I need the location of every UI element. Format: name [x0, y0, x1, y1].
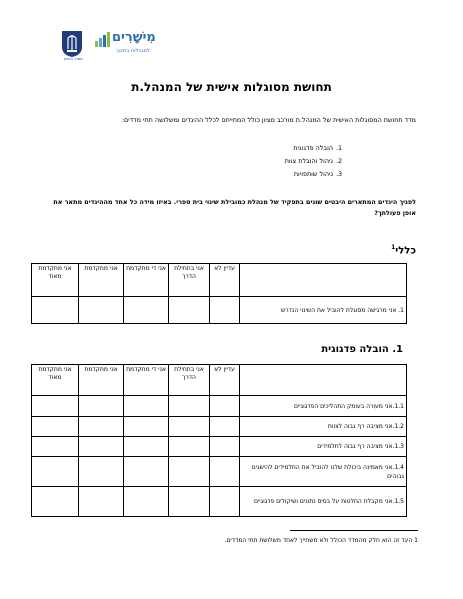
statement-cell: 1.2.אני מציבה רף גבוה לצוות	[240, 417, 407, 437]
scale-header: אני מתקדמת מאוד	[32, 365, 79, 396]
rating-cell[interactable]	[32, 297, 79, 324]
rating-cell[interactable]	[210, 417, 240, 437]
rating-cell[interactable]	[79, 297, 124, 324]
rating-cell[interactable]	[169, 396, 210, 417]
rating-cell[interactable]	[124, 457, 169, 487]
scale-header: אני בתחילת הדרך	[169, 365, 210, 396]
statement-cell: 1. אני מרגישה מסוגלת להוביל את השינוי הנדרש	[240, 297, 407, 324]
table-row	[32, 417, 407, 437]
emblem-caption: משרד החינוך	[63, 57, 83, 61]
section-heading-pedagogical: 1. הובלה פדגוגית	[321, 344, 403, 355]
instruction-question: לפניך היגדים המתארים היבטים שונים בתפקיד של מנהלת כמובילת שינוי בית ספרי. באיזו מידה כל אחד מההיגדים מתאר את אופן פעולתך?	[53, 198, 416, 217]
scale-header: עדיין לא	[210, 365, 240, 396]
scale-header: אני מתקדמת	[79, 365, 124, 396]
rating-cell[interactable]	[32, 487, 79, 517]
rating-cell[interactable]	[169, 457, 210, 487]
rating-cell[interactable]	[32, 437, 79, 457]
section-heading-text: כללי	[395, 245, 416, 257]
rating-cell[interactable]	[210, 487, 240, 517]
table-row	[32, 457, 407, 487]
rating-cell[interactable]	[79, 437, 124, 457]
scale-header: אני בתחילת הדרך	[169, 264, 210, 297]
rating-cell[interactable]	[79, 487, 124, 517]
rating-table-general	[31, 263, 407, 324]
rating-cell[interactable]	[210, 437, 240, 457]
rating-cell[interactable]	[169, 297, 210, 324]
state-emblem-icon	[60, 30, 84, 58]
table-row	[32, 487, 407, 517]
statement-cell: 1.1.אני מעורה בעומק התהליכים הפדגוגיים	[240, 396, 407, 417]
rating-cell[interactable]	[32, 457, 79, 487]
table-row	[32, 396, 407, 417]
rating-cell[interactable]	[124, 487, 169, 517]
statement-cell: 1.4.אני מאמינה ביכולת שלנו להוביל את התלמידים להישגים גבוהים	[240, 457, 407, 487]
footnote-marker: 1	[391, 244, 396, 251]
rating-cell[interactable]	[79, 457, 124, 487]
list-item-number: 2.	[336, 157, 343, 165]
rating-cell[interactable]	[169, 487, 210, 517]
list-item	[285, 168, 348, 181]
brand-mark-icon	[94, 32, 110, 48]
scale-header: אני די מתקדמת	[124, 264, 169, 297]
dimensions-list	[285, 142, 348, 181]
statement-cell: 1.5.אני מקבלת החלטות על בסיס נתונים ושיקולים פדגוגיים	[240, 487, 407, 517]
table-header-row	[32, 264, 407, 297]
rating-cell[interactable]	[79, 417, 124, 437]
brand-tagline: למנהלות בחינוך	[116, 48, 150, 54]
scale-header: אני מתקדמת	[79, 264, 124, 297]
scale-header: עדיין לא	[210, 264, 240, 297]
rating-cell[interactable]	[124, 417, 169, 437]
footnote-divider	[290, 530, 418, 531]
table-header-row	[32, 365, 407, 396]
rating-cell[interactable]	[79, 396, 124, 417]
brand-name: מִישָׁרִים	[112, 30, 156, 45]
scale-header: אני מתקדמת מאוד	[32, 264, 79, 297]
rating-cell[interactable]	[210, 396, 240, 417]
rating-cell[interactable]	[169, 437, 210, 457]
rating-cell[interactable]	[124, 437, 169, 457]
page-title: תחושת מסוגלות אישית של המנהל.ת	[131, 80, 332, 94]
list-item-number: 1.	[336, 144, 343, 152]
table-header-blank	[240, 264, 407, 297]
intro-paragraph: מדד תחושת המסוגלות האישית של המנהל.ת מורכב מציון כולל המתייחס לכלל ההיגדים ומשלושה תתי מדדים:	[121, 116, 416, 124]
section-heading-general	[391, 244, 416, 256]
rating-cell[interactable]	[124, 297, 169, 324]
statement-cell: 1.3.אני מציבה רף גבוה לתלמידים	[240, 437, 407, 457]
list-item-label: ניהול והובלת צוות	[284, 157, 333, 165]
list-item	[285, 155, 348, 168]
table-row	[32, 297, 407, 324]
list-item-label: הובלה פדגוגית	[293, 144, 333, 152]
rating-cell[interactable]	[210, 457, 240, 487]
footnote: 1 היגד זה הוא חלק מהמדד הכולל ולא משתייך לאחד משלושת תתי המדדים.	[224, 537, 418, 544]
brand-logo	[94, 30, 174, 60]
scale-header: אני די מתקדמת	[124, 365, 169, 396]
rating-table-pedagogical	[31, 364, 407, 517]
table-row	[32, 437, 407, 457]
list-item-label: ניהול שותפויות	[293, 170, 333, 178]
list-item-number: 3.	[336, 170, 343, 178]
rating-cell[interactable]	[169, 417, 210, 437]
rating-cell[interactable]	[210, 297, 240, 324]
header-logos	[60, 30, 170, 64]
rating-cell[interactable]	[124, 396, 169, 417]
rating-cell[interactable]	[32, 396, 79, 417]
rating-cell[interactable]	[32, 417, 79, 437]
list-item	[285, 142, 348, 155]
table-header-blank	[240, 365, 407, 396]
